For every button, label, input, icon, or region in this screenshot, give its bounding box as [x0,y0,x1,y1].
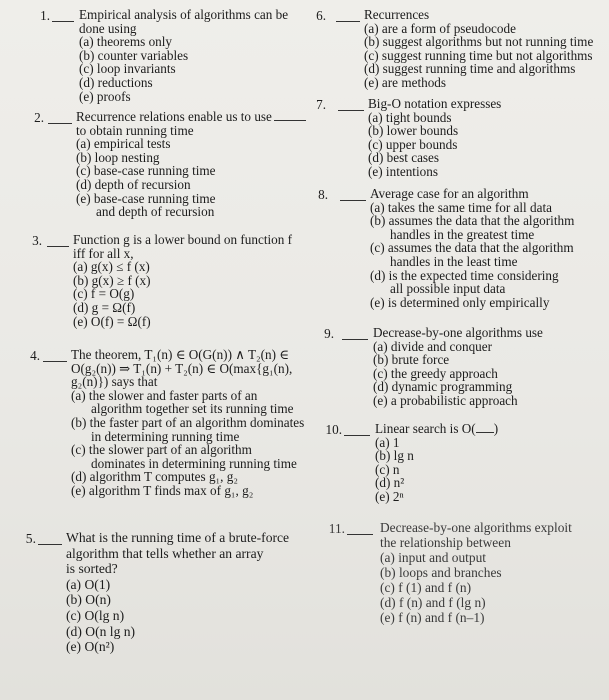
answer-blank[interactable] [43,350,67,362]
option: (a) divide and conquer [373,338,493,354]
option: (b) assumes the data that the algorithm [370,213,575,229]
option: (e) f (n) and f (n–1) [380,610,485,625]
answer-blank[interactable] [340,189,366,201]
option: (a) are a form of pseudocode [364,20,516,36]
option: (d) f (n) and f (lg n) [380,595,486,610]
option: (a) takes the same time for all data [370,199,552,215]
question-text: done using [79,20,137,36]
question-text: Big-O notation expresses [368,96,502,111]
question-text: ) [493,421,499,436]
option: (d) g = Ω(f) [73,299,136,315]
option: (a) tight bounds [368,109,452,125]
question-number: 4. [30,348,40,363]
option: (b) the faster part of an algorithm dominates [71,414,305,430]
question-text: The theorem, T₁(n) ∈ O(G(n)) ∧ T₂(n) ∈ [71,347,290,362]
option-continuation: dominates in determining running time [91,455,297,471]
question-text: O(g₂(n)) ⇒ T₁(n) + T₂(n) ∈ O(max{g₁(n), [71,360,293,376]
option: (c) O(lg n) [66,607,125,623]
option: (e) O(n²) [66,639,115,655]
option-continuation: and depth of recursion [96,204,215,220]
question-text: algorithm that tells whether an array [66,545,264,561]
option: (a) 1 [375,434,400,450]
option: (b) g(x) ≥ f (x) [73,272,151,288]
option: (d) O(n lg n) [66,623,136,639]
option: (d) depth of recursion [76,176,191,192]
option-continuation: all possible input data [390,281,506,297]
option: (d) reductions [79,74,153,90]
option: (b) lower bounds [368,123,459,139]
option: (d) best cases [368,150,440,166]
stem-blank[interactable] [274,110,306,121]
option: (a) theorems only [79,34,173,50]
answer-blank[interactable] [336,10,360,22]
option: (d) n² [375,475,405,491]
option: (b) counter variables [79,47,189,63]
option: (d) suggest running time and algorithms [364,61,576,77]
answer-blank[interactable] [48,112,72,124]
option: (b) loop nesting [76,149,160,165]
option: (e) is determined only empirically [370,294,550,310]
option: (e) proofs [79,88,131,104]
question-number: 6. [316,8,326,23]
option: (b) loops and branches [380,565,502,580]
question-text: Empirical analysis of algorithms can be [79,7,289,22]
question-text: to obtain running time [76,122,194,138]
option: (a) O(1) [66,576,111,592]
option-continuation: handles in the least time [390,253,518,269]
option: (c) loop invariants [79,61,176,77]
option: (c) f (1) and f (n) [380,580,472,595]
question-text: iff for all x, [73,245,134,261]
question-number: 2. [34,110,44,125]
question-text: Decrease-by-one algorithms exploit [380,520,572,535]
option: (e) algorithm T finds max of g₁, g₂ [71,482,254,498]
option: (b) lg n [375,448,414,464]
option: (d) algorithm T computes g₁, g₂ [71,469,238,485]
option: (e) base-case running time [76,190,216,206]
question-text: Linear search is O( [375,421,476,436]
answer-blank[interactable] [342,328,368,340]
option: (b) suggest algorithms but not running time [364,34,594,50]
question-number: 1. [40,8,50,23]
answer-blank[interactable] [338,99,364,111]
option: (c) suggest running time but not algorithms [364,47,593,63]
answer-blank[interactable] [47,235,69,247]
answer-blank[interactable] [52,10,74,22]
option-continuation: in determining running time [91,428,240,444]
option: (e) intentions [368,163,438,179]
question-number: 5. [25,531,36,546]
question-number: 11. [328,521,345,536]
option: (c) the slower part of an algorithm [71,442,252,458]
option: (e) O(f) = Ω(f) [73,313,151,329]
question-text: the relationship between [380,535,511,550]
option: (a) input and output [380,550,486,565]
option: (a) empirical tests [76,136,171,152]
answer-blank[interactable] [344,424,370,436]
question-text: Decrease-by-one algorithms use [373,325,543,340]
option: (e) are methods [364,74,447,90]
question-text: What is the running time of a brute-force [66,530,290,545]
option: (a) the slower and faster parts of an [71,387,258,403]
option: (d) is the expected time considering [370,267,559,283]
option: (c) upper bounds [368,136,458,152]
option: (c) the greedy approach [373,365,498,381]
question-text: Function g is a lower bound on function f [73,232,293,247]
question-number: 9. [324,326,334,341]
option: (c) assumes the data that the algorithm [370,240,574,256]
answer-blank[interactable] [347,523,373,535]
question-text: Recurrences [364,7,430,22]
option: (b) O(n) [66,592,111,608]
question-text: Average case for an algorithm [370,186,529,201]
option: (c) n [375,461,400,477]
option-continuation: handles in the greatest time [390,226,535,242]
question-number: 10. [325,422,342,437]
option: (e) a probabilistic approach [373,392,518,408]
option: (b) brute force [373,352,450,368]
answer-blank[interactable] [38,533,62,545]
question-number: 8. [318,187,328,202]
option: (c) base-case running time [76,163,216,179]
option: (e) 2ⁿ [375,488,404,504]
question-text: Recurrence relations enable us to use [76,109,272,124]
option: (c) f = O(g) [73,286,135,302]
option: (d) dynamic programming [373,379,513,395]
question-number: 7. [316,97,326,112]
question-text: g₂(n)}) says that [71,374,158,390]
option-continuation: algorithm together set its running time [91,401,294,417]
stem-blank[interactable] [476,422,494,433]
question-number: 3. [32,233,42,248]
option: (a) g(x) ≤ f (x) [73,259,150,275]
question-text: is sorted? [66,561,118,577]
